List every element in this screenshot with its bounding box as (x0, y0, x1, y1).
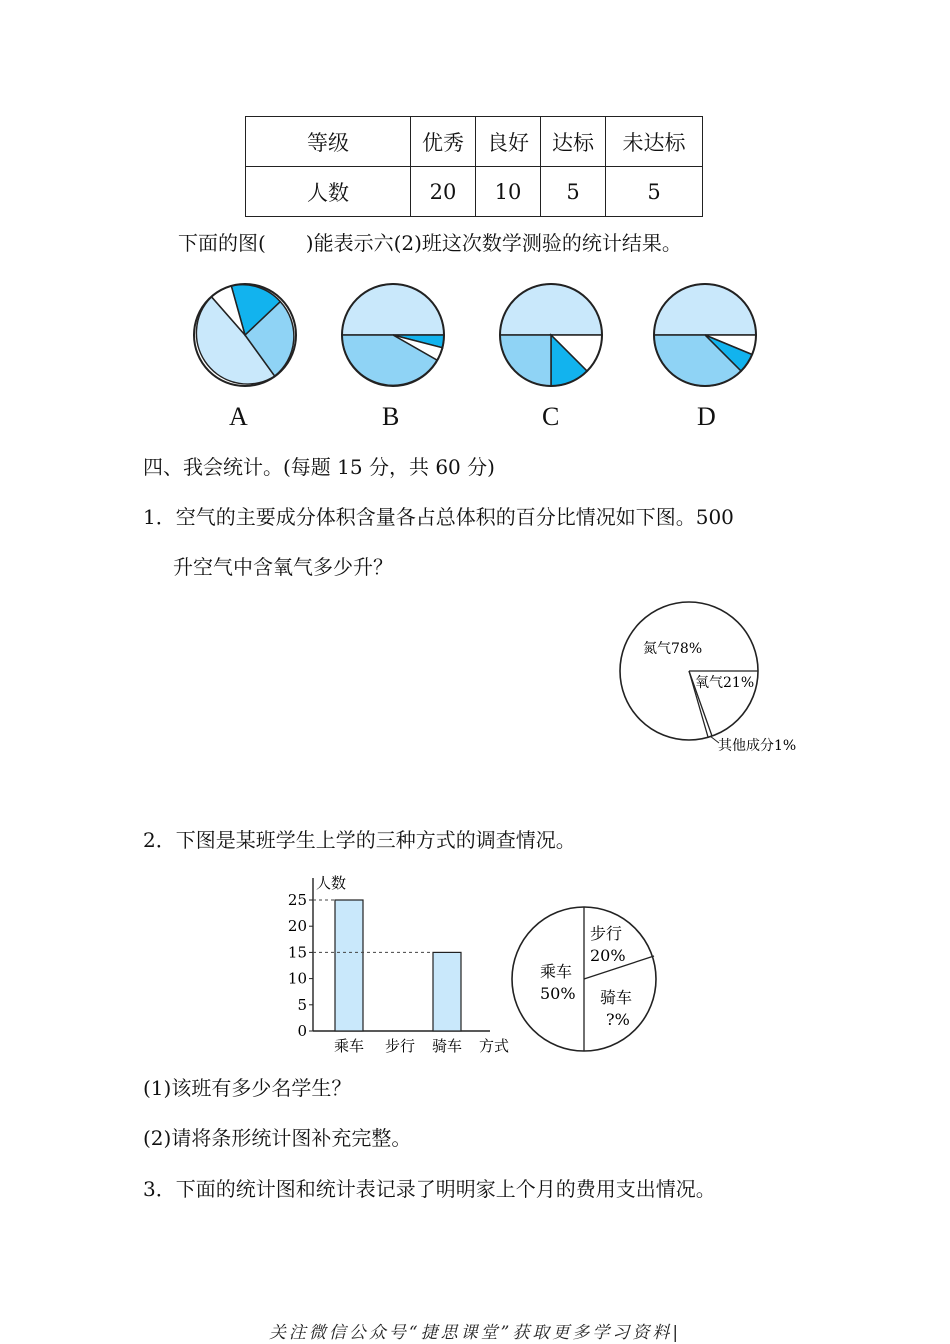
air-pie-chart (612, 600, 812, 760)
option-a-label[interactable]: A (229, 402, 248, 431)
walk-name-label: 步行 (590, 924, 623, 943)
other-label: 其他成分1% (718, 738, 797, 754)
question-text: 下面的图( )能表示六(2)班这次数学测验的统计结果。 (178, 231, 682, 255)
option-d-pie[interactable] (650, 280, 760, 390)
table-cell: 20 (411, 167, 476, 217)
transport-bar-chart (280, 868, 520, 1058)
table-header-cell: 未达标 (606, 117, 703, 167)
y-tick-label: 20 (287, 917, 307, 936)
q2-sub2: (2)请将条形统计图补充完整。 (143, 1126, 412, 1150)
x-axis-label: 方式 (478, 1037, 510, 1055)
option-a-pie[interactable] (190, 280, 300, 390)
ride-pct-label: 50% (540, 984, 576, 1003)
table-header-cell: 优秀 (411, 117, 476, 167)
y-tick-label: 5 (297, 995, 307, 1014)
bike-name-label: 骑车 (600, 988, 633, 1007)
grade-table (245, 116, 703, 217)
footer-watermark: 关注微信公众号“捷思课堂”获取更多学习资料| (268, 1323, 682, 1343)
y-tick-label: 25 (287, 891, 307, 909)
table-row (246, 117, 703, 167)
q1-text-line2: 升空气中含氧气多少升？ (173, 555, 393, 579)
option-c-label[interactable]: C (542, 402, 560, 431)
bike-pct-label: ?% (606, 1010, 630, 1029)
table-header-cell: 等级 (246, 117, 411, 167)
y-tick-label: 0 (297, 1022, 307, 1040)
bar (335, 900, 363, 1031)
y-axis-label: 人数 (316, 874, 347, 892)
table-row-label: 人数 (246, 167, 411, 217)
table-header-cell: 良好 (476, 117, 541, 167)
table-cell: 5 (541, 167, 606, 217)
x-tick-label: 步行 (384, 1037, 416, 1055)
oxygen-label: 氧气21% (695, 675, 755, 691)
y-tick-label: 15 (287, 943, 307, 962)
y-tick-label: 10 (287, 969, 307, 988)
x-tick-label: 骑车 (431, 1037, 463, 1055)
q1-text-line1: 1．空气的主要成分体积含量各占总体积的百分比情况如下图。500 (143, 505, 734, 529)
table-cell: 10 (476, 167, 541, 217)
nitrogen-label: 氮气78% (643, 641, 703, 657)
ride-name-label: 乘车 (540, 962, 573, 981)
option-b-label[interactable]: B (382, 402, 400, 431)
walk-pct-label: 20% (590, 946, 626, 965)
section-title: 四、我会统计。(每题 15 分，共 60 分) (143, 455, 495, 479)
table-header-cell: 达标 (541, 117, 606, 167)
bar (433, 952, 461, 1031)
pie-slice (342, 284, 444, 335)
option-d-label[interactable]: D (697, 402, 716, 431)
transport-pie-chart (508, 903, 660, 1055)
table-row (246, 167, 703, 217)
pie-slice (654, 284, 756, 335)
q2-sub1: (1)该班有多少名学生？ (143, 1076, 352, 1100)
option-b-pie[interactable] (338, 280, 448, 390)
pie-slice (500, 284, 602, 335)
table-cell: 5 (606, 167, 703, 217)
x-tick-label: 乘车 (333, 1037, 365, 1055)
q3-text: 3．下面的统计图和统计表记录了明明家上个月的费用支出情况。 (143, 1177, 716, 1201)
option-c-pie[interactable] (496, 280, 606, 390)
q2-text: 2．下图是某班学生上学的三种方式的调查情况。 (143, 828, 576, 852)
